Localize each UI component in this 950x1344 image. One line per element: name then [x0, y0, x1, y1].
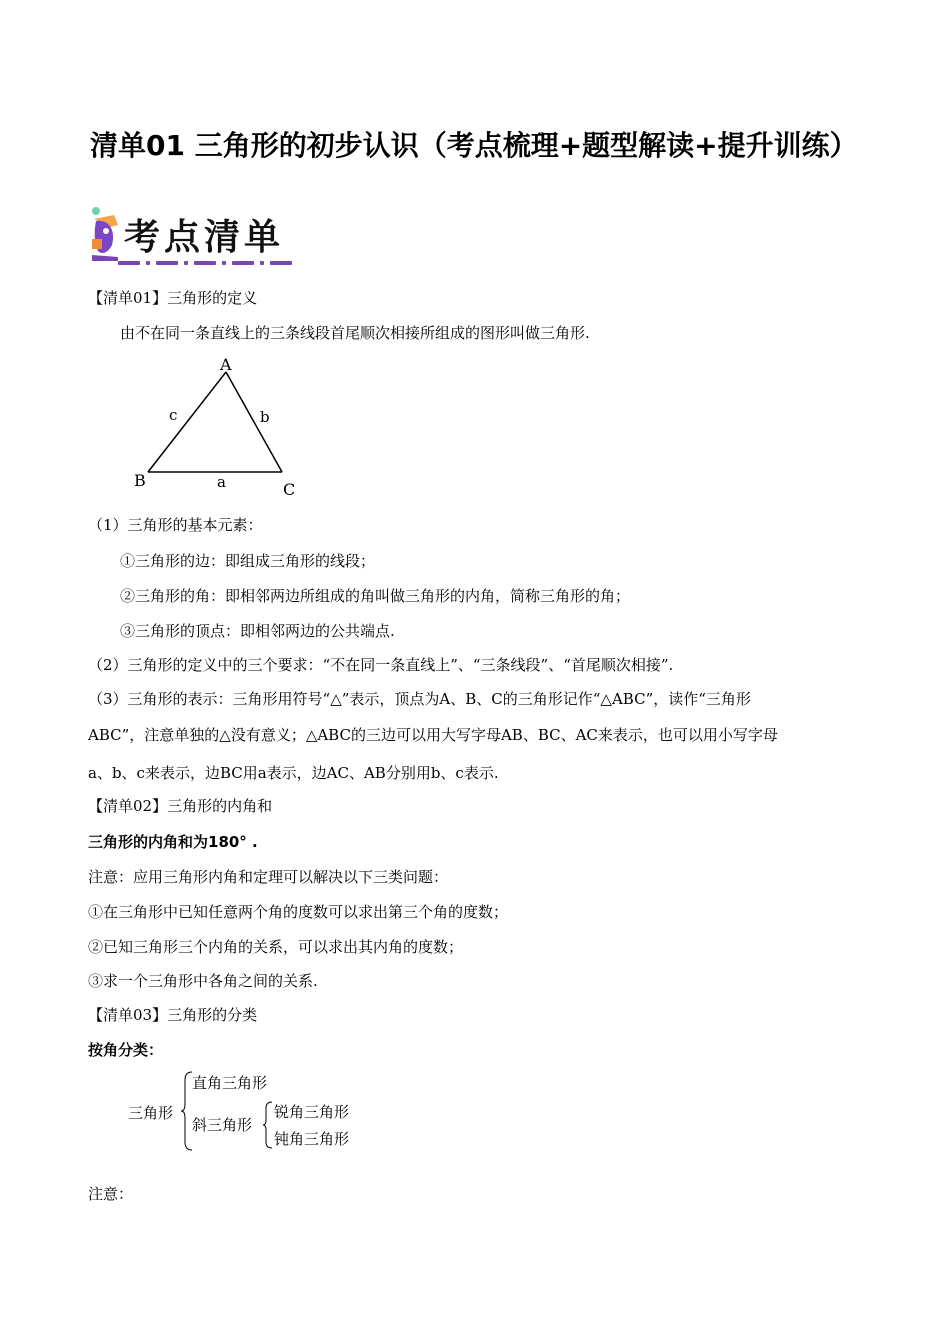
angle-sum-note: 注意：应用三角形内角和定理可以解决以下三类问题：: [88, 868, 449, 886]
notation-line-2: ABC”，注意单独的△没有意义；△ABC的三边可以用大写字母AB、BC、AC来表示，也可以用小写字母: [88, 726, 778, 744]
notation-line-1: （3）三角形的表示：三角形用符号“△”表示，顶点为A、B、C的三角形记作“△ABC”，读作“三角形: [88, 690, 751, 708]
vertex-a-label: A: [220, 355, 232, 374]
tree-right-triangle: 直角三角形: [192, 1074, 268, 1092]
banner-label: 考点清单: [124, 216, 285, 258]
angle-sum-theorem: 三角形的内角和为180° .: [88, 833, 258, 851]
tree-acute-triangle: 锐角三角形: [274, 1103, 350, 1121]
tree-oblique-triangle: 斜三角形: [192, 1116, 253, 1134]
vertex-b-label: B: [134, 471, 146, 490]
key-points-banner: [88, 203, 288, 269]
section3-heading: 【清单03】三角形的分类: [88, 1006, 258, 1024]
tree-root-triangle: 三角形: [128, 1104, 174, 1122]
left-brace-inner: [262, 1100, 274, 1150]
element-side-item: ①三角形的边：即组成三角形的线段；: [120, 552, 376, 570]
section2-heading: 【清单02】三角形的内角和: [88, 797, 273, 815]
triangle-definition: 由不在同一条直线上的三条线段首尾顺次相接所组成的图形叫做三角形.: [120, 324, 590, 342]
document-title: 清单01 三角形的初步认识（考点梳理+题型解读+提升训练）: [90, 129, 858, 162]
tree-obtuse-triangle: 钝角三角形: [274, 1130, 350, 1148]
angle-sum-use-3: ③求一个三角形中各角之间的关系.: [88, 972, 318, 990]
notation-line-3: a、b、c来表示，边BC用a表示，边AC、AB分别用b、c表示.: [88, 764, 499, 782]
triangle-abc-figure: [120, 350, 320, 500]
element-angle-item: ②三角形的角：即相邻两边所组成的角叫做三角形的内角，简称三角形的角；: [120, 587, 631, 605]
vertex-c-label: C: [283, 480, 296, 499]
section1-heading: 【清单01】三角形的定义: [88, 289, 258, 307]
angle-sum-use-2: ②已知三角形三个内角的关系，可以求出其内角的度数；: [88, 938, 464, 956]
wizard-mascot-icon: [88, 205, 122, 265]
element-vertex-item: ③三角形的顶点：即相邻两边的公共端点.: [120, 622, 395, 640]
definition-requirements-item: （2）三角形的定义中的三个要求：“不在同一条直线上”、“三条线段”、“首尾顺次相接”.: [88, 656, 674, 674]
side-b-label: b: [260, 408, 270, 426]
side-c-label: c: [169, 406, 178, 424]
banner-dashed-underline: [118, 261, 288, 265]
angle-sum-use-1: ①在三角形中已知任意两个角的度数可以求出第三个角的度数；: [88, 903, 509, 921]
classification-note: 注意：: [88, 1185, 134, 1203]
classify-by-angle-label: 按角分类：: [88, 1041, 164, 1059]
basic-elements-item: （1）三角形的基本元素：: [88, 516, 263, 534]
side-a-label: a: [217, 473, 226, 491]
